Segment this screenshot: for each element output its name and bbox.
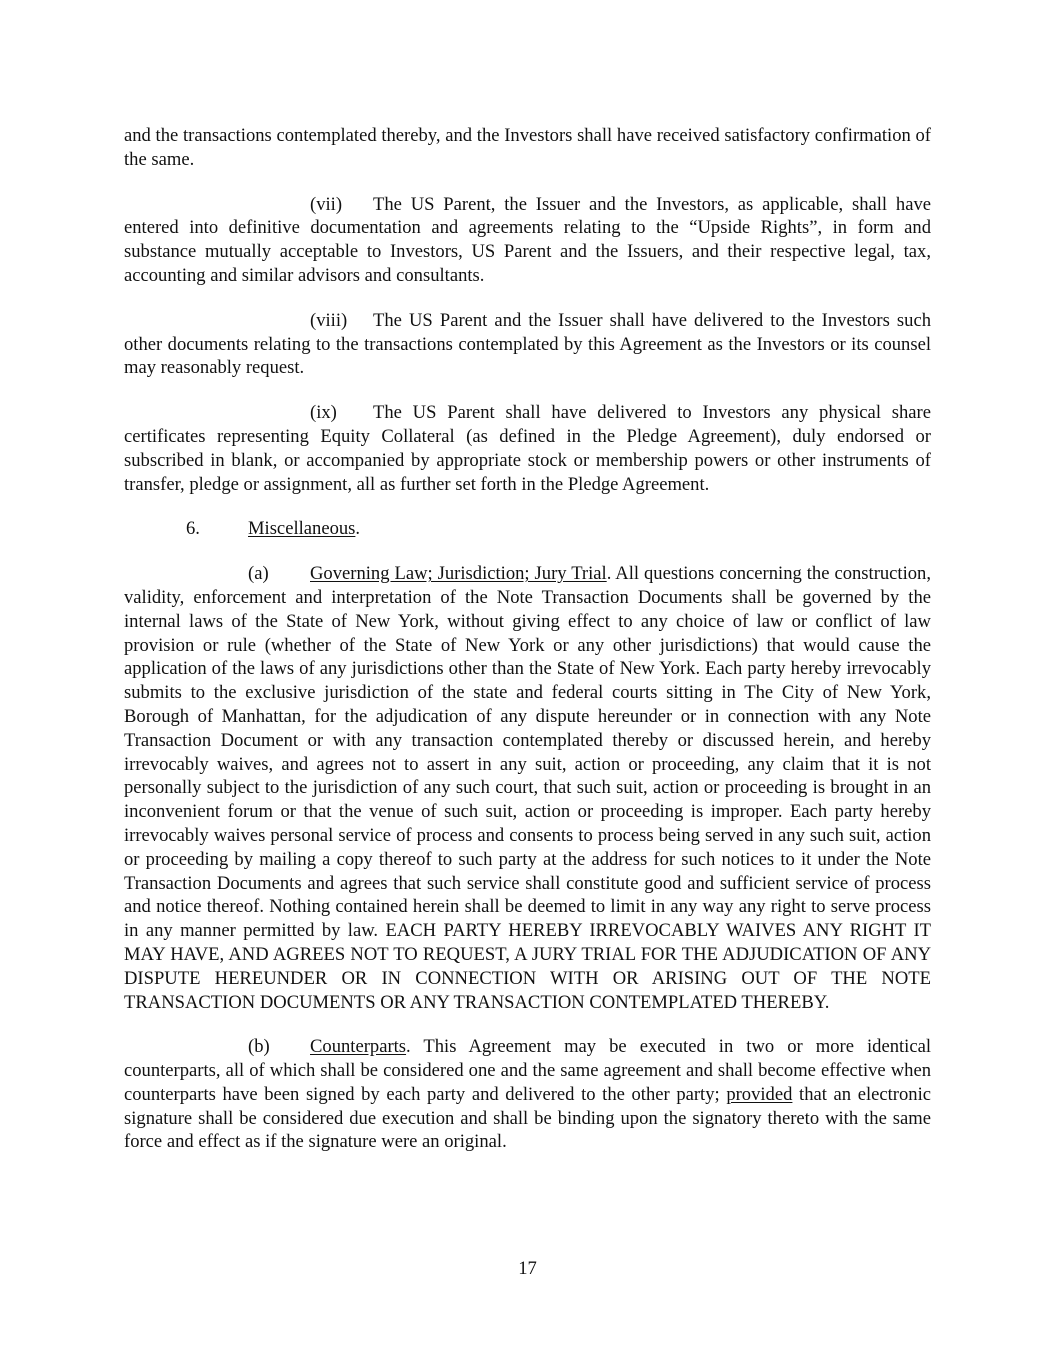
paragraph-b [124,1035,931,1154]
paragraph-a-text: . All questions concerning the construction, validity, enforcement and interpretation of the Note Transaction Documents shall be governed by the internal laws of the State of New York, without giving effect to any choice of law or conflict of law provision or rule (whether of the State of New York or any other jurisdictions) that would cause the application of the laws of any jurisdictions other than the State of New York. Each party hereby irrevocably submits to the exclusive jurisdiction of the state and federal courts sitting in The City of New York, Borough of Manhattan, for the adjudication of any dispute hereunder or in connection with any Note Transaction Document or with any transaction contemplated thereby or discussed herein, and hereby irrevocably waives, and agrees not to assert in any suit, action or proceeding, any claim that it is not personally subject to the jurisdiction of any such court, that such suit, action or proceeding is brought in an inconvenient forum or that the venue of such suit, action or proceeding is improper. Each party hereby irrevocably waives personal service of process and consents to process being served in any such suit, action or proceeding by mailing a copy thereof to such party at the address for such notices to it under the Note Transaction Documents and agrees that such service shall constitute good and sufficient service of process and notice thereof. Nothing contained herein shall be deemed to limit in any way any right to serve process in any manner permitted by law. EACH PARTY HEREBY IRREVOCABLY WAIVES ANY RIGHT IT MAY HAVE, AND AGREES NOT TO REQUEST, A JURY TRIAL FOR THE ADJUDICATION OF ANY DISPUTE HEREUNDER OR IN CONNECTION WITH OR ARISING OUT OF THE NOTE TRANSACTION DOCUMENTS OR ANY TRANSACTION CONTEMPLATED THEREBY. [124,563,932,1013]
clause-viii [124,309,931,380]
paragraph-b-label: (b) [248,1036,270,1058]
section-title: Miscellaneous [248,518,356,540]
document-page [124,124,931,1175]
page-number: 17 [518,1258,537,1279]
clause-ix-label: (ix) [310,402,337,424]
paragraph-b-text-1: . This Agreement may be executed in two or more identical counterparts, all of which shall be considered one and the same agreement and shall become effective when counterparts have been signed by each party and delivered to the other party; [124,1036,931,1105]
clause-viii-label: (viii) [310,309,348,331]
clause-viii-text: The US Parent and the Issuer shall have delivered to the Investors such other documents relating to the transactions contemplated by this Agreement as the Investors or its counsel may reasonably request. [124,309,931,379]
paragraph-a-label: (a) [248,563,269,585]
intro-text: and the transactions contemplated thereby, and the Investors shall have received satisfactory confirmation of the same. [124,125,931,170]
clause-ix-text: The US Parent shall have delivered to Investors any physical share certificates representing Equity Collateral (as defined in the Pledge Agreement), duly endorsed or subscribed in blank, or accompanied by appropriate stock or membership powers or other instruments of transfer, pledge or assignment, all as further set forth in the Pledge Agreement. [124,402,931,495]
paragraph-b-text-2: that an electronic signature shall be considered due execution and shall be binding upon the signatory thereto with the same force and effect as if the signature were an original. [124,1083,932,1153]
section-heading [124,517,931,541]
section-number: 6. [186,518,200,540]
paragraph-b-heading: Counterparts [310,1036,407,1058]
clause-vii-label: (vii) [310,193,343,215]
clause-ix [124,401,931,496]
clause-vii [124,193,931,288]
paragraph-a [124,562,931,1014]
clause-vii-text: The US Parent, the Issuer and the Investors, as applicable, shall have entered into definitive documentation and agreements relating to the “Upside Rights”, in form and substance mutually acceptable to Investors, US Parent and the Issuers, and their respective legal, tax, accounting and similar advisors and consultants. [124,193,931,286]
section-title-suffix: . [355,518,361,540]
paragraph-a-heading: Governing Law; Jurisdiction; Jury Trial [310,563,607,585]
paragraph-b-provided: provided [726,1083,793,1105]
intro-paragraph [124,124,931,172]
